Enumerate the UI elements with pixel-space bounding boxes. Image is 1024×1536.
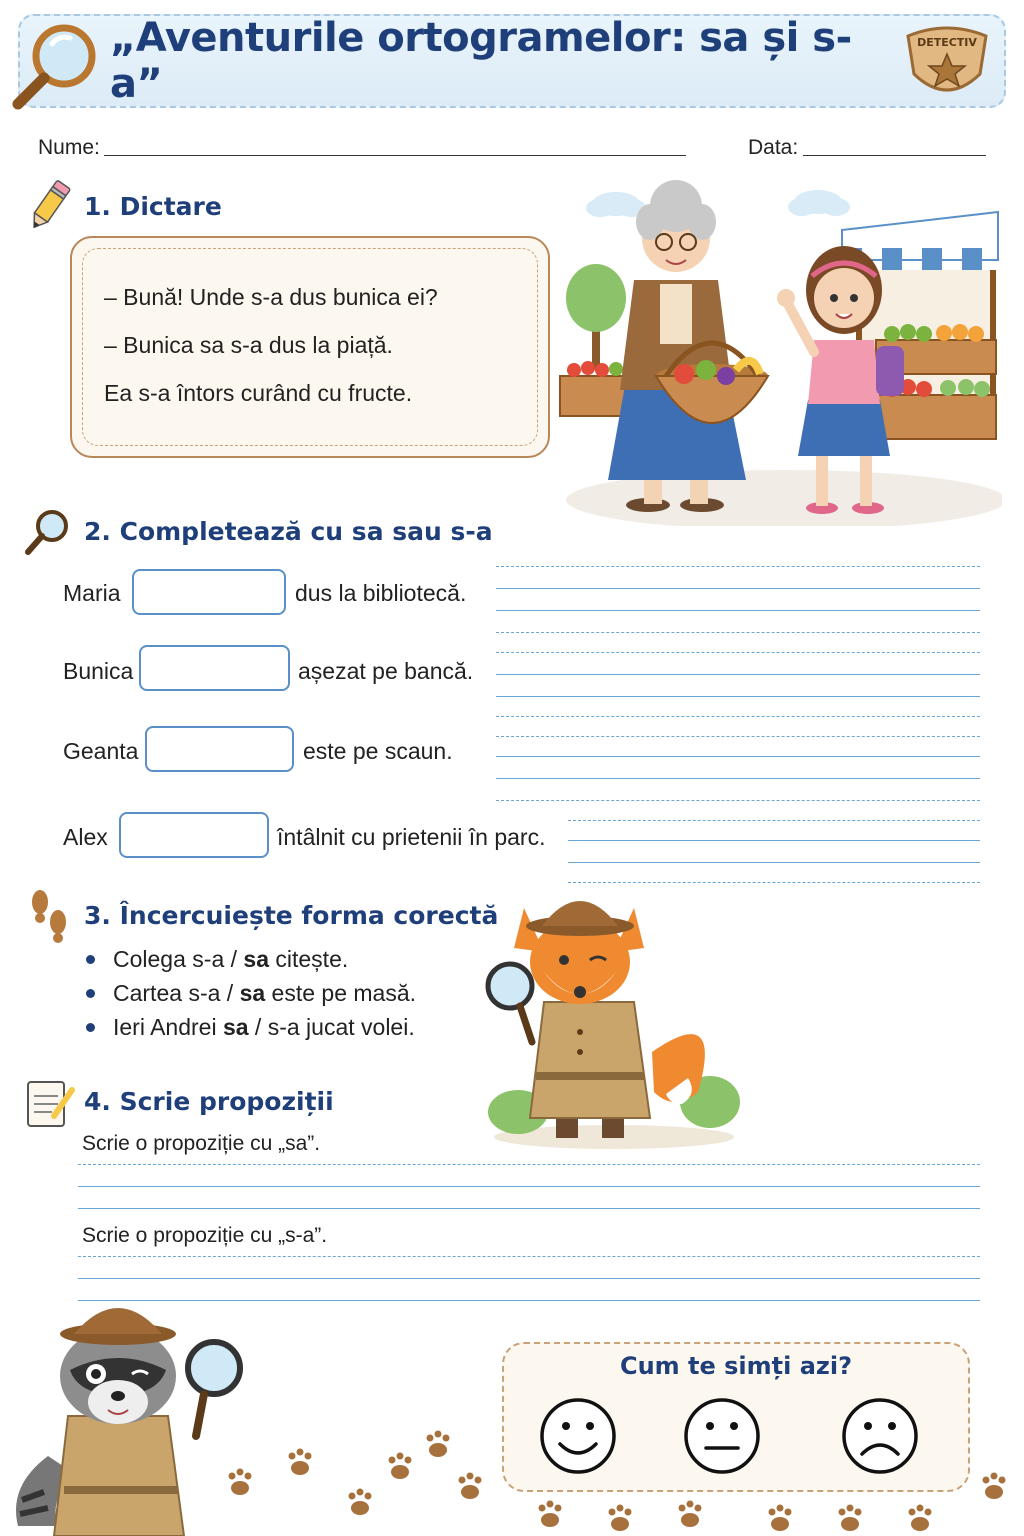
choice-option[interactable]: sa (243, 946, 269, 972)
writing-line[interactable] (78, 1208, 980, 1209)
section1-title: 1. Dictare (84, 192, 222, 221)
fill-sentence-start: Maria (63, 580, 121, 606)
choice-text-before: Ieri Andrei (113, 1014, 223, 1040)
choice-option[interactable]: s-a (188, 980, 221, 1006)
fill-blank-input[interactable] (119, 812, 269, 858)
writing-line[interactable] (78, 1256, 980, 1257)
choice-separator: / (224, 946, 244, 972)
footprints-icon (26, 888, 72, 950)
name-line[interactable] (104, 155, 686, 156)
writing-line[interactable] (496, 778, 980, 779)
market-illustration (556, 180, 1002, 526)
choice-option[interactable]: sa (222, 1014, 249, 1040)
date-line[interactable] (803, 155, 986, 156)
choice-option[interactable]: s-a (267, 1014, 300, 1040)
neutral-face-icon[interactable] (682, 1396, 762, 1476)
writing-line[interactable] (496, 588, 980, 589)
pencil-icon (26, 178, 72, 234)
detective-badge-icon (900, 22, 994, 102)
fill-sentence-end: este pe scaun. (303, 738, 453, 764)
page-title: „Aventurile ortogramelor: sa și s-a” (110, 15, 852, 107)
dictation-line: – Bună! Unde s-a dus bunica ei? (104, 284, 438, 310)
writing-line[interactable] (496, 716, 980, 717)
writing-line[interactable] (568, 862, 980, 863)
writing-line[interactable] (496, 800, 980, 801)
writing-line[interactable] (568, 820, 980, 821)
fill-blank-input[interactable] (145, 726, 294, 772)
choice-item (86, 946, 348, 973)
fill-sentence-start: Bunica (63, 658, 134, 684)
prompt-s-a: Scrie o propoziție cu „s-a”. (82, 1224, 328, 1247)
magnifier-icon (22, 506, 74, 558)
writing-line[interactable] (78, 1186, 980, 1187)
choice-text-after: este pe masă. (265, 980, 417, 1006)
writing-line[interactable] (78, 1164, 980, 1165)
section3-title: 3. Încercuiește forma corectă (84, 901, 499, 930)
choice-item (86, 980, 416, 1007)
fill-sentence-start: Alex (63, 824, 108, 850)
section4-title: 4. Scrie propoziții (84, 1087, 334, 1116)
magnifier-icon (8, 18, 100, 112)
bullet (86, 955, 95, 964)
writing-line[interactable] (496, 756, 980, 757)
dictation-line: Ea s-a întors curând cu fructe. (104, 380, 413, 406)
date-label: Data: (748, 136, 799, 159)
fill-blank-input[interactable] (139, 645, 290, 691)
notepad-icon (24, 1076, 76, 1130)
writing-line[interactable] (496, 674, 980, 675)
bullet (86, 1023, 95, 1032)
sad-face-icon[interactable] (840, 1396, 920, 1476)
writing-line[interactable] (568, 840, 980, 841)
fill-sentence-end: așezat pe bancă. (298, 658, 474, 684)
writing-line[interactable] (496, 632, 980, 633)
fill-sentence-end: întâlnit cu prietenii în parc. (277, 824, 546, 850)
choice-text-after: citește. (269, 946, 349, 972)
choice-separator: / (248, 1014, 268, 1040)
section2-title: 2. Completează cu sa sau s-a (84, 517, 493, 546)
mood-title: Cum te simți azi? (619, 1352, 853, 1380)
choice-option[interactable]: s-a (192, 946, 225, 972)
writing-line[interactable] (496, 652, 980, 653)
writing-line[interactable] (496, 610, 980, 611)
prompt-sa: Scrie o propoziție cu „sa”. (82, 1132, 321, 1155)
fill-sentence-start: Geanta (63, 738, 139, 764)
choice-option[interactable]: sa (239, 980, 266, 1006)
fill-blank-input[interactable] (132, 569, 286, 615)
choice-separator: / (220, 980, 240, 1006)
dictation-line: – Bunica sa s-a dus la piață. (104, 332, 393, 358)
bullet (86, 989, 95, 998)
badge-text: DETECTIV (917, 36, 977, 49)
fox-detective-illustration (484, 882, 746, 1152)
choice-item (86, 1014, 415, 1041)
choice-text-after: jucat volei. (299, 1014, 415, 1040)
name-label: Nume: (38, 136, 100, 159)
choice-text-before: Cartea (113, 980, 189, 1006)
writing-line[interactable] (496, 696, 980, 697)
fill-sentence-end: dus la bibliotecă. (295, 580, 467, 606)
choice-text-before: Colega (113, 946, 193, 972)
writing-line[interactable] (78, 1278, 980, 1279)
happy-face-icon[interactable] (538, 1396, 618, 1476)
writing-line[interactable] (496, 566, 980, 567)
writing-line[interactable] (496, 736, 980, 737)
raccoon-detective-illustration (8, 1286, 248, 1536)
